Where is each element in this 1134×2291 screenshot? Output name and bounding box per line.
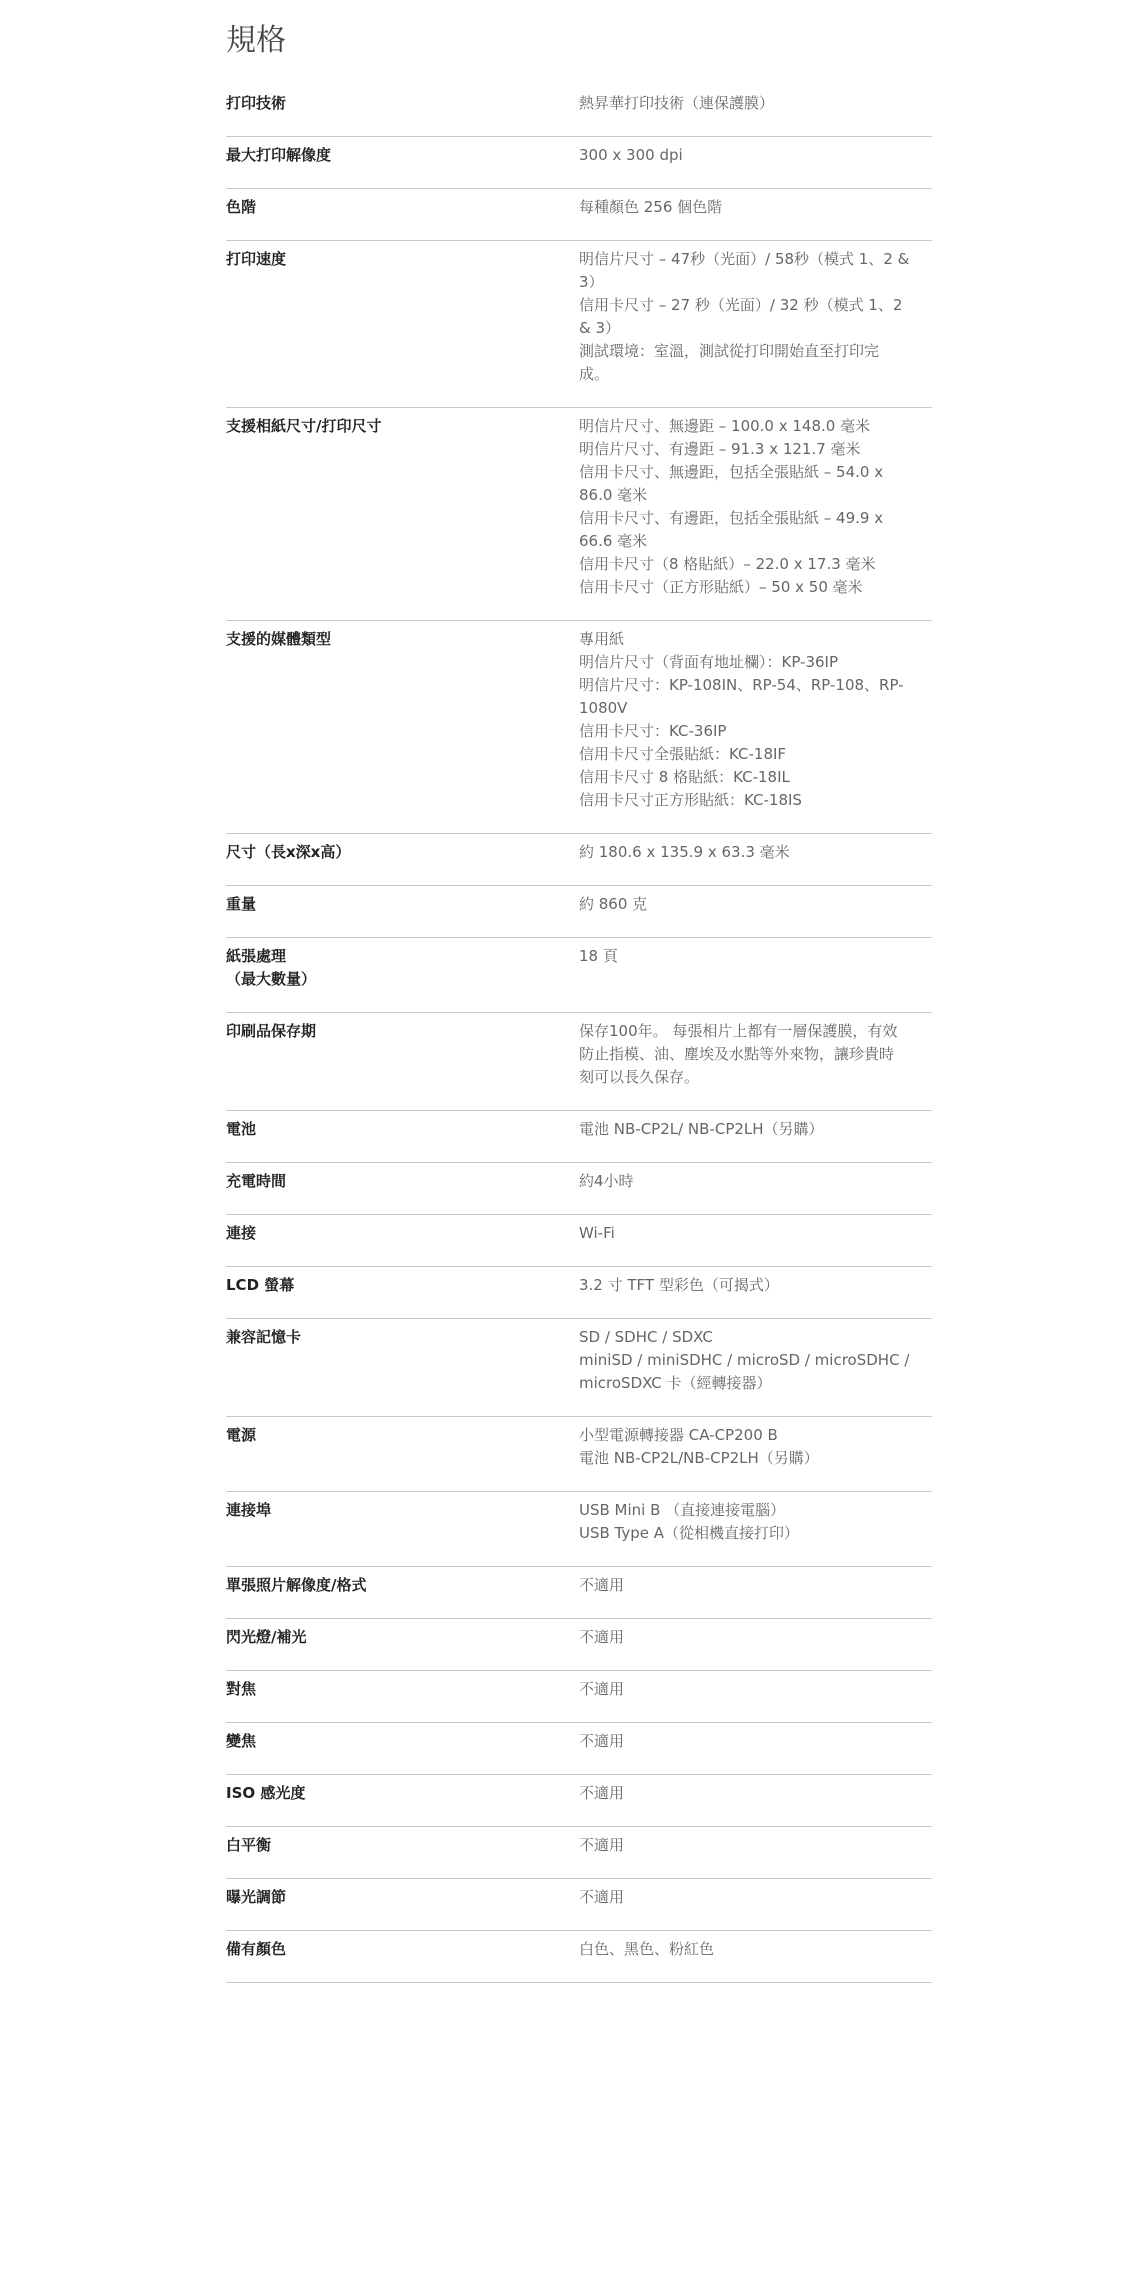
- spec-value: [579, 841, 932, 864]
- spec-row: [226, 189, 932, 241]
- spec-row: [226, 1319, 932, 1417]
- spec-value: [579, 1678, 932, 1701]
- spec-row: [226, 137, 932, 189]
- spec-value-line: 300 x 300 dpi: [579, 146, 683, 164]
- spec-value-line: 明信片尺寸：KP-108IN、RP-54、RP-108、RP-: [579, 676, 904, 694]
- spec-value-line: 約 860 克: [579, 895, 648, 913]
- spec-label-line: 紙張處理: [226, 947, 287, 965]
- spec-value-line: 信用卡尺寸（8 格貼紙）– 22.0 x 17.3 毫米: [579, 555, 876, 573]
- spec-value-line: microSDXC 卡（經轉接器）: [579, 1374, 772, 1392]
- spec-value-line: 不適用: [579, 1888, 625, 1906]
- spec-value-line: 不適用: [579, 1576, 625, 1594]
- spec-value-line: 刻可以長久保存。: [579, 1068, 700, 1086]
- spec-value: [579, 1020, 932, 1089]
- spec-label-line: 電源: [226, 1426, 257, 1444]
- spec-label-line: 單張照片解像度/格式: [226, 1576, 367, 1594]
- spec-label: [226, 1118, 579, 1141]
- spec-row: [226, 1723, 932, 1775]
- spec-label-line: 印刷品保存期: [226, 1022, 317, 1040]
- spec-value: [579, 92, 932, 115]
- spec-row: [226, 1163, 932, 1215]
- spec-value: [579, 1274, 932, 1297]
- spec-value: [579, 893, 932, 916]
- spec-value-line: 信用卡尺寸：KC-36IP: [579, 722, 727, 740]
- spec-value-line: & 3）: [579, 319, 621, 337]
- spec-value: [579, 1834, 932, 1857]
- spec-row: [226, 1111, 932, 1163]
- spec-label: [226, 1499, 579, 1545]
- spec-label: [226, 1938, 579, 1961]
- spec-value-line: 信用卡尺寸正方形貼紙：KC-18IS: [579, 791, 802, 809]
- spec-row: [226, 408, 932, 621]
- spec-value-line: 18 頁: [579, 947, 618, 965]
- spec-label: [226, 415, 579, 599]
- spec-row: [226, 241, 932, 408]
- spec-row: [226, 1013, 932, 1111]
- spec-value-line: 3.2 寸 TFT 型彩色（可揭式）: [579, 1276, 779, 1294]
- spec-value: [579, 945, 932, 991]
- spec-value-line: 明信片尺寸、無邊距 – 100.0 x 148.0 毫米: [579, 417, 871, 435]
- spec-label: [226, 1678, 579, 1701]
- spec-label-line: 支援的媒體類型: [226, 630, 332, 648]
- spec-value-line: 明信片尺寸、有邊距 – 91.3 x 121.7 毫米: [579, 440, 861, 458]
- spec-value-line: 不適用: [579, 1732, 625, 1750]
- spec-label-line: 重量: [226, 895, 257, 913]
- spec-label-line: 變焦: [226, 1732, 257, 1750]
- spec-value-line: 每種顏色 256 個色階: [579, 198, 723, 216]
- spec-value-line: 保存100年。 每張相片上都有一層保護膜，有效: [579, 1022, 898, 1040]
- spec-value-line: 專用紙: [579, 630, 625, 648]
- spec-value: [579, 1326, 932, 1395]
- spec-value: [579, 248, 932, 386]
- specifications-section: [226, 0, 932, 1983]
- spec-label: [226, 1574, 579, 1597]
- spec-label-line: ISO 感光度: [226, 1784, 306, 1802]
- spec-label-line: 對焦: [226, 1680, 257, 1698]
- spec-value-line: 66.6 毫米: [579, 532, 648, 550]
- spec-label-line: 白平衡: [226, 1836, 272, 1854]
- spec-label-line: LCD 螢幕: [226, 1276, 295, 1294]
- spec-value: [579, 1626, 932, 1649]
- spec-value: [579, 1938, 932, 1961]
- spec-label: [226, 1170, 579, 1193]
- spec-row: [226, 886, 932, 938]
- spec-value-line: 電池 NB-CP2L/ NB-CP2LH（另購）: [579, 1120, 824, 1138]
- spec-value-line: 86.0 毫米: [579, 486, 648, 504]
- spec-row: [226, 1215, 932, 1267]
- spec-value-line: 熱昇華打印技術（連保護膜）: [579, 94, 775, 112]
- spec-value-line: 信用卡尺寸（正方形貼紙）– 50 x 50 毫米: [579, 578, 863, 596]
- spec-value-line: 不適用: [579, 1628, 625, 1646]
- spec-value-line: Wi-Fi: [579, 1224, 615, 1242]
- spec-value: [579, 1730, 932, 1753]
- spec-value: [579, 1782, 932, 1805]
- spec-label: [226, 628, 579, 812]
- spec-value-line: miniSD / miniSDHC / microSD / microSDHC /: [579, 1351, 910, 1369]
- spec-value-line: 成。: [579, 365, 610, 383]
- spec-label-line: 連接埠: [226, 1501, 272, 1519]
- spec-value-line: 約 180.6 x 135.9 x 63.3 毫米: [579, 843, 790, 861]
- spec-label: [226, 1274, 579, 1297]
- spec-value-line: 信用卡尺寸、無邊距，包括全張貼紙 – 54.0 x: [579, 463, 884, 481]
- spec-row: [226, 1671, 932, 1723]
- spec-label-line: 支援相紙尺寸/打印尺寸: [226, 417, 382, 435]
- spec-value: [579, 1574, 932, 1597]
- spec-value-line: 不適用: [579, 1836, 625, 1854]
- spec-label: [226, 841, 579, 864]
- spec-value: [579, 196, 932, 219]
- spec-label: [226, 1886, 579, 1909]
- spec-table: [226, 85, 932, 1983]
- spec-row: [226, 1492, 932, 1567]
- spec-label-line: （最大數量）: [226, 970, 317, 988]
- spec-value-line: 測試環境：室溫，測試從打印開始直至打印完: [579, 342, 880, 360]
- spec-label: [226, 144, 579, 167]
- spec-row: [226, 834, 932, 886]
- spec-value-line: 明信片尺寸（背面有地址欄）：KP-36IP: [579, 653, 839, 671]
- spec-label-line: 最大打印解像度: [226, 146, 332, 164]
- spec-label-line: 色階: [226, 198, 257, 216]
- spec-value-line: USB Type A（從相機直接打印）: [579, 1524, 800, 1542]
- spec-label: [226, 1626, 579, 1649]
- spec-value-line: 不適用: [579, 1680, 625, 1698]
- spec-row: [226, 1619, 932, 1671]
- spec-value-line: 信用卡尺寸全張貼紙：KC-18IF: [579, 745, 787, 763]
- spec-value-line: USB Mini B （直接連接電腦）: [579, 1501, 786, 1519]
- spec-label: [226, 1424, 579, 1470]
- spec-value-line: 電池 NB-CP2L/NB-CP2LH（另購）: [579, 1449, 819, 1467]
- spec-label-line: 打印技術: [226, 94, 287, 112]
- spec-label-line: 尺寸（長x深x高）: [226, 843, 351, 861]
- spec-label: [226, 1834, 579, 1857]
- spec-value-line: 約4小時: [579, 1172, 634, 1190]
- spec-label: [226, 92, 579, 115]
- spec-label-line: 閃光燈/補光: [226, 1628, 307, 1646]
- spec-label-line: 曝光調節: [226, 1888, 287, 1906]
- spec-label: [226, 248, 579, 386]
- spec-value: [579, 1222, 932, 1245]
- spec-label-line: 兼容記憶卡: [226, 1328, 302, 1346]
- spec-value: [579, 1499, 932, 1545]
- spec-value: [579, 1170, 932, 1193]
- spec-row: [226, 938, 932, 1013]
- spec-label: [226, 1326, 579, 1395]
- spec-value-line: 白色、黑色、粉紅色: [579, 1940, 715, 1958]
- spec-row: [226, 621, 932, 834]
- spec-value-line: 信用卡尺寸 8 格貼紙：KC-18IL: [579, 768, 790, 786]
- spec-label-line: 打印速度: [226, 250, 287, 268]
- spec-row: [226, 1879, 932, 1931]
- spec-label: [226, 196, 579, 219]
- spec-value: [579, 144, 932, 167]
- spec-label: [226, 1730, 579, 1753]
- spec-row: [226, 1931, 932, 1983]
- page-title: 規格: [226, 23, 286, 58]
- spec-row: [226, 1827, 932, 1879]
- spec-row: [226, 1567, 932, 1619]
- spec-value-line: 信用卡尺寸 – 27 秒（光面）/ 32 秒（模式 1、2: [579, 296, 903, 314]
- spec-value: [579, 1886, 932, 1909]
- spec-value: [579, 628, 932, 812]
- spec-value-line: SD / SDHC / SDXC: [579, 1328, 713, 1346]
- spec-row: [226, 85, 932, 137]
- spec-label: [226, 1020, 579, 1089]
- spec-row: [226, 1267, 932, 1319]
- spec-label-line: 充電時間: [226, 1172, 287, 1190]
- spec-value-line: 防止指模、油、塵埃及水點等外來物，讓珍貴時: [579, 1045, 895, 1063]
- spec-row: [226, 1775, 932, 1827]
- spec-label: [226, 1222, 579, 1245]
- spec-label: [226, 1782, 579, 1805]
- spec-label-line: 備有顏色: [226, 1940, 287, 1958]
- spec-value: [579, 415, 932, 599]
- spec-value-line: 不適用: [579, 1784, 625, 1802]
- spec-label-line: 連接: [226, 1224, 257, 1242]
- spec-label: [226, 945, 579, 991]
- spec-value: [579, 1424, 932, 1470]
- spec-value-line: 小型電源轉接器 CA-CP200 B: [579, 1426, 778, 1444]
- spec-label-line: 電池: [226, 1120, 257, 1138]
- spec-value: [579, 1118, 932, 1141]
- spec-value-line: 明信片尺寸 – 47秒（光面）/ 58秒（模式 1、2 &: [579, 250, 910, 268]
- spec-label: [226, 893, 579, 916]
- spec-value-line: 信用卡尺寸、有邊距，包括全張貼紙 – 49.9 x: [579, 509, 884, 527]
- spec-row: [226, 1417, 932, 1492]
- spec-value-line: 3）: [579, 273, 604, 291]
- spec-value-line: 1080V: [579, 699, 628, 717]
